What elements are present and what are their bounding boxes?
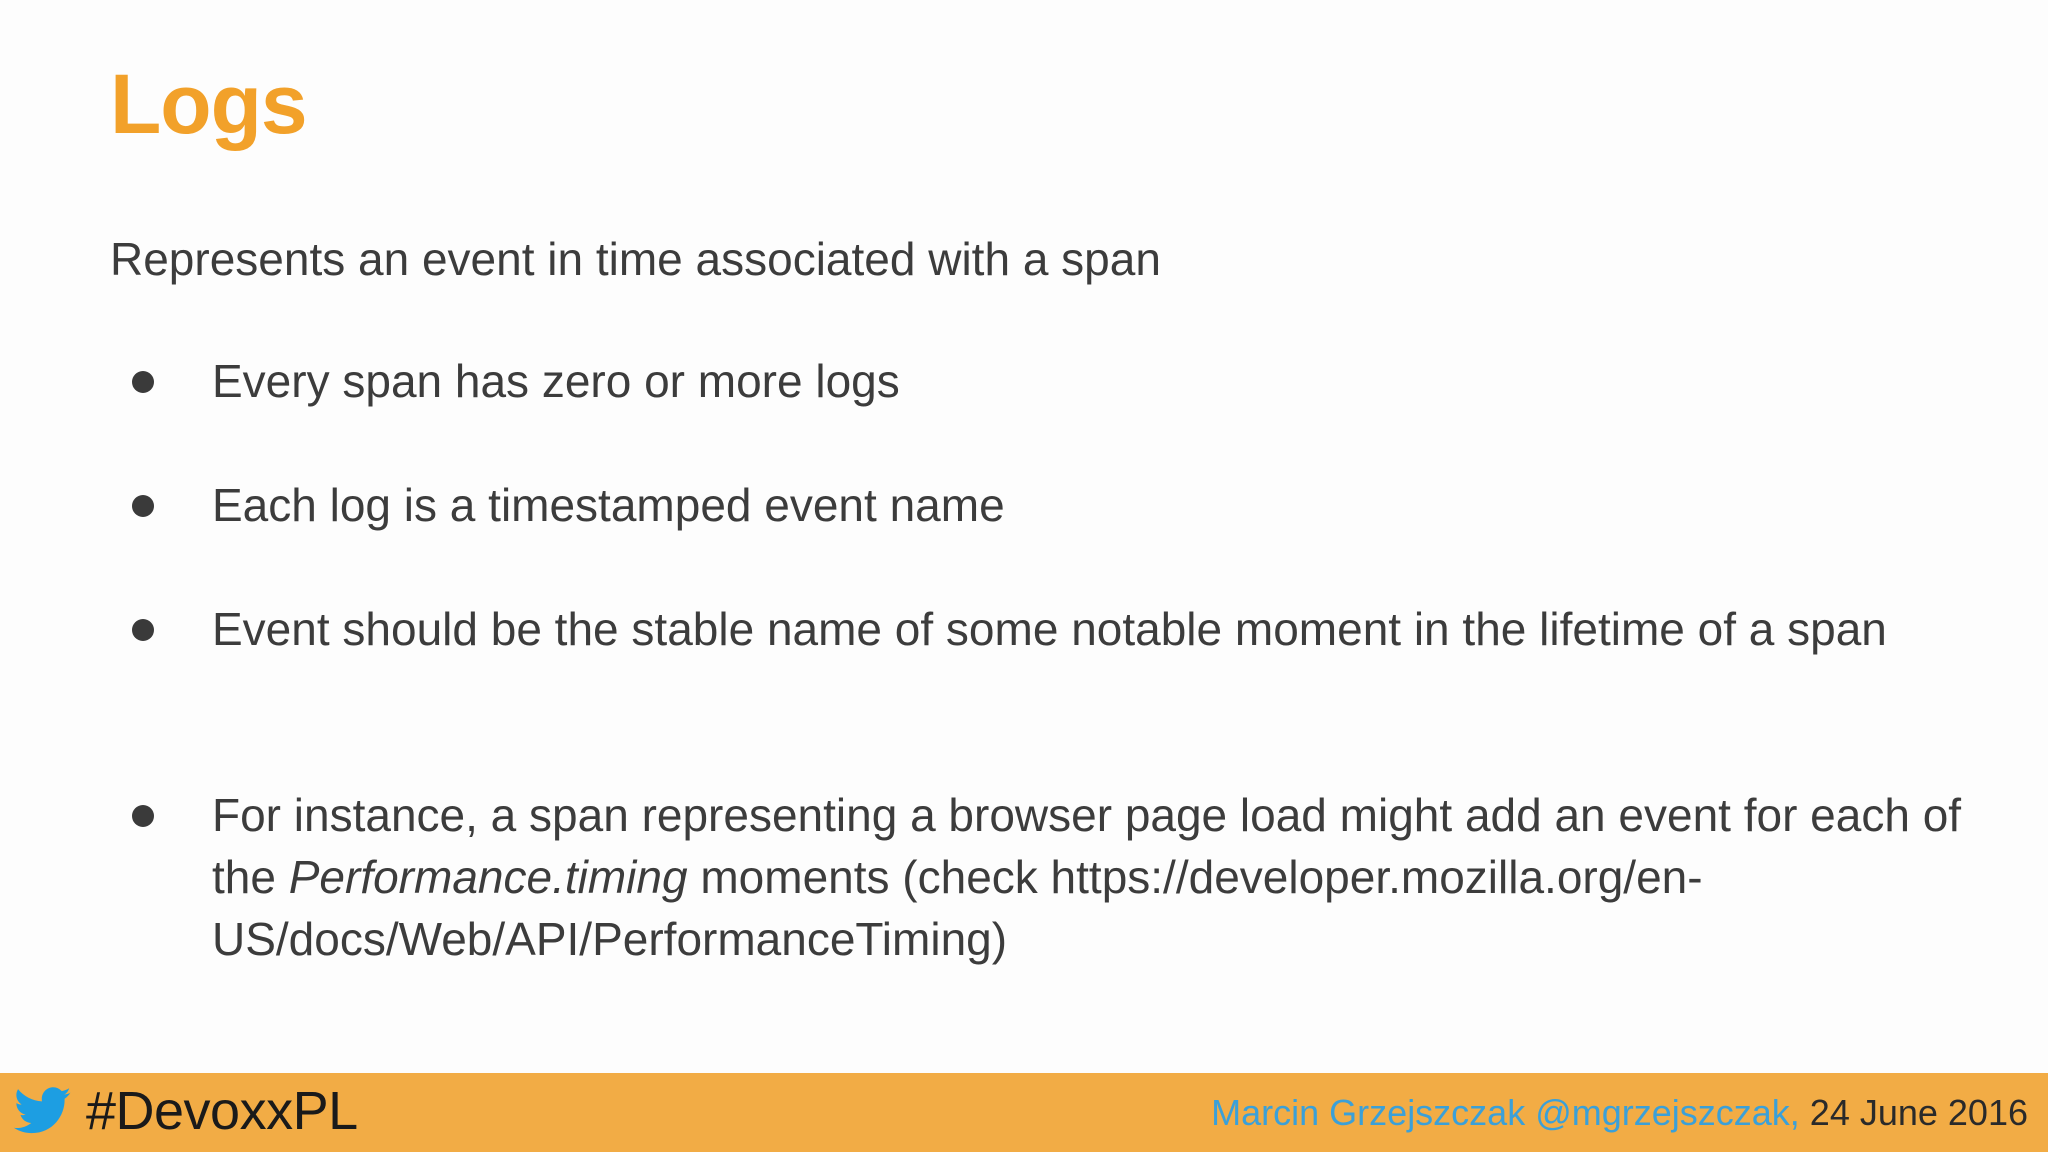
bullet-text-before: For instance, a span representing a browser page load might add an event for each of the	[212, 789, 1962, 903]
hashtag-label: #DevoxxPL	[86, 1081, 358, 1141]
bullet-text-after: moments (check https://developer.mozilla.org/en-US/docs/Web/API/PerformanceTiming)	[212, 851, 1703, 965]
bullet-text-italic: Performance.timing	[288, 851, 688, 903]
slide-subtitle: Represents an event in time associated with a span	[110, 233, 1161, 285]
twitter-bird-icon	[14, 1087, 72, 1135]
bullet-text: Every span has zero or more logs	[212, 355, 900, 407]
bullet-text: Event should be the stable name of some notable moment in the lifetime of a span	[212, 603, 1887, 655]
bullet-dot-icon	[132, 371, 154, 393]
bullet-item	[110, 350, 900, 412]
bullet-dot-icon	[132, 805, 154, 827]
slide-title: Logs	[110, 57, 307, 151]
bullet-item	[110, 784, 1992, 970]
credits	[1211, 1089, 2028, 1137]
footer-bar	[0, 1073, 2048, 1152]
bullet-dot-icon	[132, 619, 154, 641]
author-handle: Marcin Grzejszczak @mgrzejszczak,	[1211, 1092, 1800, 1133]
bullet-dot-icon	[132, 495, 154, 517]
bullet-item	[110, 598, 1992, 660]
bullet-text: Each log is a timestamped event name	[212, 479, 1005, 531]
event-date: 24 June 2016	[1799, 1092, 2028, 1133]
bullet-item	[110, 474, 1005, 536]
